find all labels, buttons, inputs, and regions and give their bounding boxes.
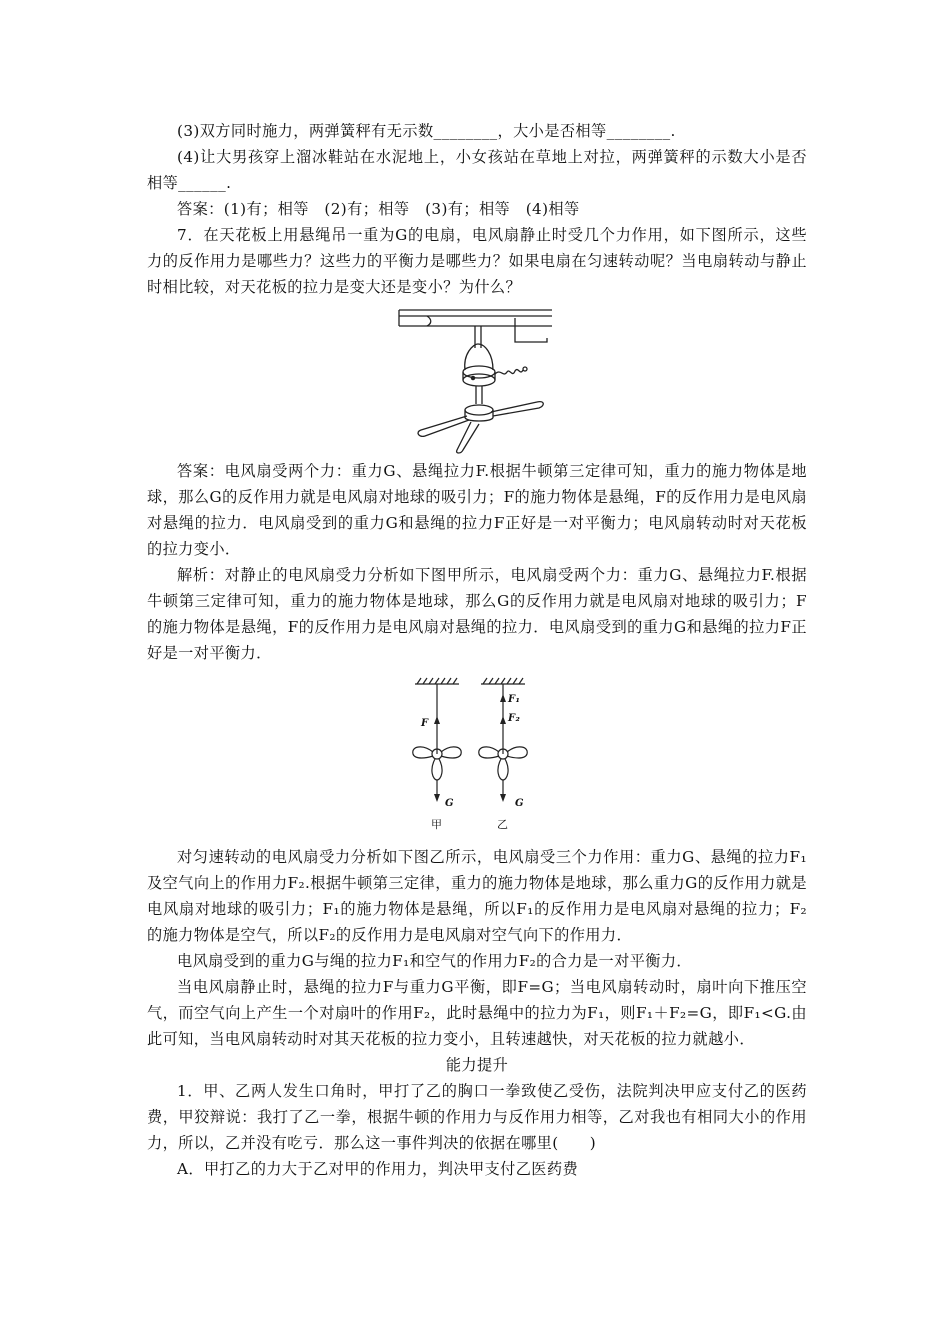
- option-a: A．甲打乙的力大于乙对甲的作用力，判决甲支付乙医药费: [177, 1160, 579, 1178]
- weight-label-left: G: [445, 798, 454, 809]
- question-6-part-3: (3)双方同时施力，两弹簧秤有无示数________，大小是否相等________.: [177, 122, 676, 140]
- force-label-f: F: [421, 718, 429, 729]
- caption-yi: 乙: [497, 818, 509, 831]
- ability-question-1: 1．甲、乙两人发生口角时，甲打了乙的胸口一拳致使乙受伤，法院判决甲应支付乙的医药费，甲狡辩说：我打了乙一拳，根据牛顿的作用力与反作用力相等，乙对我也有相同大小的作用力，所以，乙并没有吃亏．那么这一事件判决的依据在哪里( ): [147, 1082, 807, 1152]
- question-6-answer: 答案：(1)有；相等 (2)有；相等 (3)有；相等 (4)相等: [177, 200, 580, 218]
- force-label-f1: F₁: [508, 694, 521, 705]
- force-label-f2: F₂: [508, 713, 521, 724]
- analysis-paragraph-2: 对匀速转动的电风扇受力分析如下图乙所示，电风扇受三个力作用：重力G、悬绳的拉力F₁及空气向上的作用力F₂.根据牛顿第三定律，重力的施力物体是地球，那么重力G的反作用力就是电风扇对地球的吸引力；F₁的施力物体是悬绳，所以F₁的反作用力是电风扇对悬绳的拉力；F₂的施力物体是空气，所以F₂的反作用力是电风扇对空气向下的作用力．: [147, 848, 807, 944]
- analysis-paragraph-1: 解析：对静止的电风扇受力分析如下图甲所示，电风扇受两个力：重力G、悬绳拉力F.根据牛顿第三定律可知，重力的施力物体是地球，那么G的反作用力就是电风扇对地球的吸引力；F的施力物体是悬绳，F的反作用力是电风扇对悬绳的拉力．电风扇受到的重力G和悬绳的拉力F正好是一对平衡力．: [147, 566, 807, 662]
- question-7-answer: 答案：电风扇受两个力：重力G、悬绳拉力F.根据牛顿第三定律可知，重力的施力物体是地球，那么G的反作用力就是电风扇对地球的吸引力；F的施力物体是悬绳，F的反作用力是电风扇对悬绳的拉力．电风扇受到的重力G和悬绳的拉力F正好是一对平衡力；电风扇转动时对天花板的拉力变小．: [147, 462, 807, 558]
- question-6-part-4: (4)让大男孩穿上溜冰鞋站在水泥地上，小女孩站在草地上对拉，两弹簧秤的示数大小是否相等______.: [147, 148, 807, 192]
- weight-label-right: G: [515, 798, 524, 809]
- analysis-paragraph-4: 当电风扇静止时，悬绳的拉力F与重力G平衡，即F=G；当电风扇转动时，扇叶向下推压空气，而空气向上产生一个对扇叶的作用F₂，此时悬绳中的拉力为F₁，则F₁＋F₂=G，即F₁<G.由此可知，当电风扇转动时对其天花板的拉力变小，且转速越快，对天花板的拉力就越小．: [147, 978, 807, 1048]
- ceiling-fan-figure: [397, 308, 557, 454]
- section-title: 能力提升: [445, 1056, 509, 1074]
- analysis-paragraph-3: 电风扇受到的重力G与绳的拉力F₁和空气的作用力F₂的合力是一对平衡力．: [177, 952, 693, 970]
- force-diagram-figure: [407, 676, 547, 838]
- question-7: 7．在天花板上用悬绳吊一重为G的电扇，电风扇静止时受几个力作用，如下图所示，这些力的反作用力是哪些力？这些力的平衡力是哪些力？如果电扇在匀速转动呢？当电扇转动与静止时相比较，对天花板的拉力是变大还是变小？为什么？: [147, 226, 807, 296]
- document-body: [147, 118, 807, 1182]
- caption-jia: 甲: [431, 818, 443, 831]
